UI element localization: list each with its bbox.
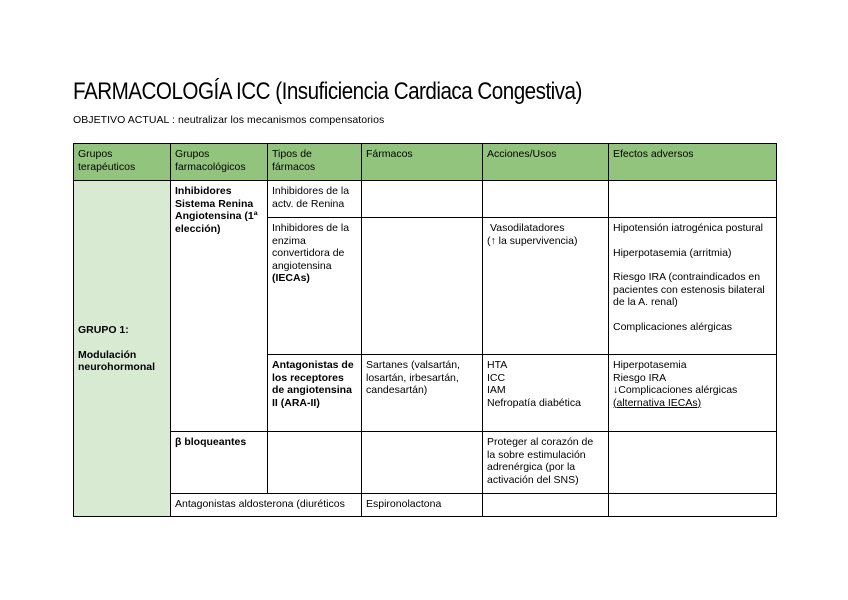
header-cell: Fármacos (362, 144, 483, 181)
action-item: ICC (487, 371, 506, 384)
header-cell: Efectos adversos (609, 144, 777, 181)
header-cell: Grupos farmacológicos (171, 144, 268, 181)
table-row (74, 181, 777, 218)
action-item: HTA (487, 359, 508, 371)
drug-type-abbrev: (IECAs) (272, 272, 310, 284)
effect-item: (alternativa IECAs) (613, 396, 702, 409)
effects-cell (609, 355, 777, 432)
action-item: Nefropatía diabética (487, 396, 581, 409)
action-item: Vasodilatadores (490, 222, 565, 234)
table-row (74, 432, 777, 494)
drug-type-cell (268, 432, 362, 494)
action-item: (↑ la supervivencia) (487, 234, 578, 247)
action-item: IAM (487, 384, 506, 396)
effect-item: ↓Complicaciones alérgicas (613, 384, 738, 396)
actions-cell (483, 218, 609, 355)
drug-type-cell: Antagonistas de los receptores de angiotensina II (ARA-II) (268, 355, 362, 432)
group-name: GRUPO 1: (78, 324, 129, 337)
effects-cell (609, 494, 777, 517)
group-description: Modulación neurohormonal (78, 348, 156, 374)
table-header-row (74, 144, 777, 181)
effect-item: Complicaciones alérgicas (613, 320, 733, 333)
page-subtitle: OBJETIVO ACTUAL : neutralizar los mecanismos compensatorios (73, 114, 385, 126)
page-title: FARMACOLOGÍA ICC (Insuficiencia Cardiaca Congestiva) (73, 78, 582, 105)
drugs-cell (362, 181, 483, 218)
drugs-cell (362, 432, 483, 494)
effects-cell (609, 218, 777, 355)
header-cell: Acciones/Usos (483, 144, 609, 181)
effect-item: Hiperpotasemia (613, 359, 687, 371)
actions-cell (483, 494, 609, 517)
effect-item: Riesgo IRA (613, 371, 667, 384)
effect-item: Hiperpotasemia (arritmia) (613, 246, 732, 259)
actions-cell (483, 355, 609, 432)
drug-type-cell: Inhibidores de la actv. de Renina (268, 181, 362, 218)
drug-type-cell (268, 218, 362, 355)
effect-item: Riesgo IRA (contraindicados en pacientes con estenosis bilateral de la A. renal) (613, 271, 765, 308)
table-row (74, 494, 777, 517)
pharmacological-group-cell: Inhibidores Sistema Renina Angiotensina (1ª elección) (171, 181, 268, 432)
drugs-cell: Sartanes (valsartán, losartán, irbesartán, candesartán) (362, 355, 483, 432)
actions-cell (483, 181, 609, 218)
effects-cell (609, 432, 777, 494)
drug-type-text: Inhibidores de la enzima convertidora de angiotensina (272, 222, 350, 272)
header-cell: Grupos terapéuticos (74, 144, 171, 181)
pharmacology-table (73, 143, 777, 517)
pharmacological-group-cell: β bloqueantes (171, 432, 268, 494)
group-cell (74, 181, 171, 517)
header-cell: Tipos de fármacos (268, 144, 362, 181)
drugs-cell: Espironolactona (362, 494, 483, 517)
effect-item: Hipotensión iatrogénica postural (613, 222, 764, 234)
actions-cell: Proteger al corazón de la sobre estimulación adrenérgica (por la activación del SNS) (483, 432, 609, 494)
drugs-cell (362, 218, 483, 355)
effects-cell (609, 181, 777, 218)
pharmacological-group-cell: Antagonistas aldosterona (diuréticos (171, 494, 362, 517)
